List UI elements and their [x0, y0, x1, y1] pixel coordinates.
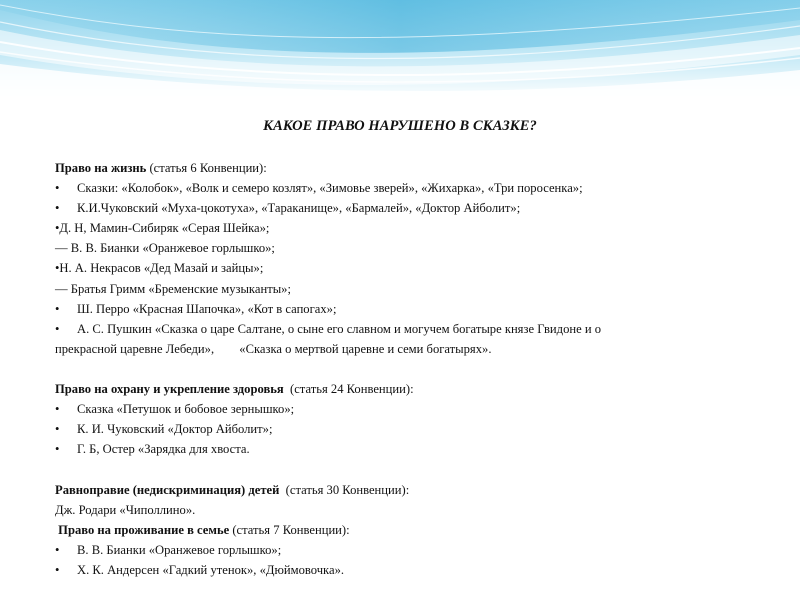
list-item — [55, 258, 755, 278]
list-item-continuation — [55, 339, 755, 359]
section-heading-note: (статья 30 Конвенции): — [279, 482, 410, 497]
bullet: • — [55, 321, 60, 336]
content-body — [55, 158, 755, 580]
section-heading — [55, 379, 755, 399]
wave-decoration — [0, 0, 800, 100]
section-heading-note: (статья 6 Конвенции): — [146, 161, 267, 175]
section-heading-title: Право на проживание в семье — [55, 522, 230, 537]
bullet: • — [55, 422, 60, 437]
list-item — [55, 198, 755, 218]
bullet: • — [55, 542, 60, 557]
spacer — [55, 359, 755, 379]
section-heading-note: (статья 24 Конвенции): — [283, 382, 414, 397]
list-item-text: Г. Б, Остер «Зарядка для хвоста. — [77, 442, 250, 457]
section-heading-title: Право на жизнь — [55, 161, 147, 175]
list-item-text: — В. В. Бианки «Оранжевое горлышко»; — [55, 241, 275, 256]
section-heading — [55, 480, 755, 500]
slide-title: КАКОЕ ПРАВО НАРУШЕНО В СКАЗКЕ? — [263, 118, 537, 134]
section-heading-title: Право на охрану и укрепление здоровья — [55, 382, 284, 397]
list-item-text: К. И. Чуковский «Доктор Айболит»; — [77, 422, 273, 437]
list-item-text: — Братья Гримм «Бременские музыканты»; — [55, 281, 291, 296]
wave-banner — [0, 0, 800, 100]
list-item — [55, 439, 755, 459]
section-heading-title: Равноправие (недискриминация) детей — [55, 482, 280, 497]
section-heading-note: (статья 7 Конвенции): — [229, 522, 350, 537]
list-item — [55, 178, 755, 198]
bullet: • — [55, 301, 60, 316]
list-item — [55, 500, 755, 520]
section-heading — [55, 520, 755, 540]
bullet: • — [55, 181, 60, 196]
bullet: • — [55, 442, 60, 457]
list-item — [55, 218, 755, 238]
list-item-text: Сказка «Петушок и бобовое зернышко»; — [77, 402, 295, 417]
bullet: • — [55, 562, 60, 577]
list-item-text: прекрасной царевне Лебеди», «Сказка о мертвой царевне и семи богатырях». — [55, 341, 492, 356]
list-item — [55, 419, 755, 439]
section-heading — [55, 158, 755, 178]
list-item — [55, 299, 755, 319]
list-item — [55, 279, 755, 299]
list-item-text: А. С. Пушкин «Сказка о царе Салтане, о сыне его славном и могучем богатыре князе Гвидоне и о — [77, 321, 602, 336]
list-item — [55, 399, 755, 419]
list-item — [55, 319, 755, 339]
list-item-text: К.И.Чуковский «Муха-цокотуха», «Тараканище», «Бармалей», «Доктор Айболит»; — [77, 201, 521, 216]
list-item-text: Ш. Перро «Красная Шапочка», «Кот в сапогах»; — [77, 301, 337, 316]
list-item-text: Х. К. Андерсен «Гадкий утенок», «Дюймовочка». — [77, 562, 345, 577]
list-item — [55, 560, 755, 580]
list-item — [55, 540, 755, 560]
list-item-text: •Н. А. Некрасов «Дед Мазай и зайцы»; — [55, 261, 264, 276]
list-item-text: Сказки: «Колобок», «Волк и семеро козлят», «Зимовье зверей», «Жихарка», «Три поросенка»; — [77, 181, 583, 196]
list-item — [55, 238, 755, 258]
list-item-text: Дж. Родари «Чиполлино». — [55, 502, 196, 517]
list-item-text: В. В. Бианки «Оранжевое горлышко»; — [77, 542, 282, 557]
list-item-text: •Д. Н, Мамин-Сибиряк «Серая Шейка»; — [55, 221, 270, 236]
bullet: • — [55, 402, 60, 417]
spacer — [55, 459, 755, 479]
bullet: • — [55, 201, 60, 216]
